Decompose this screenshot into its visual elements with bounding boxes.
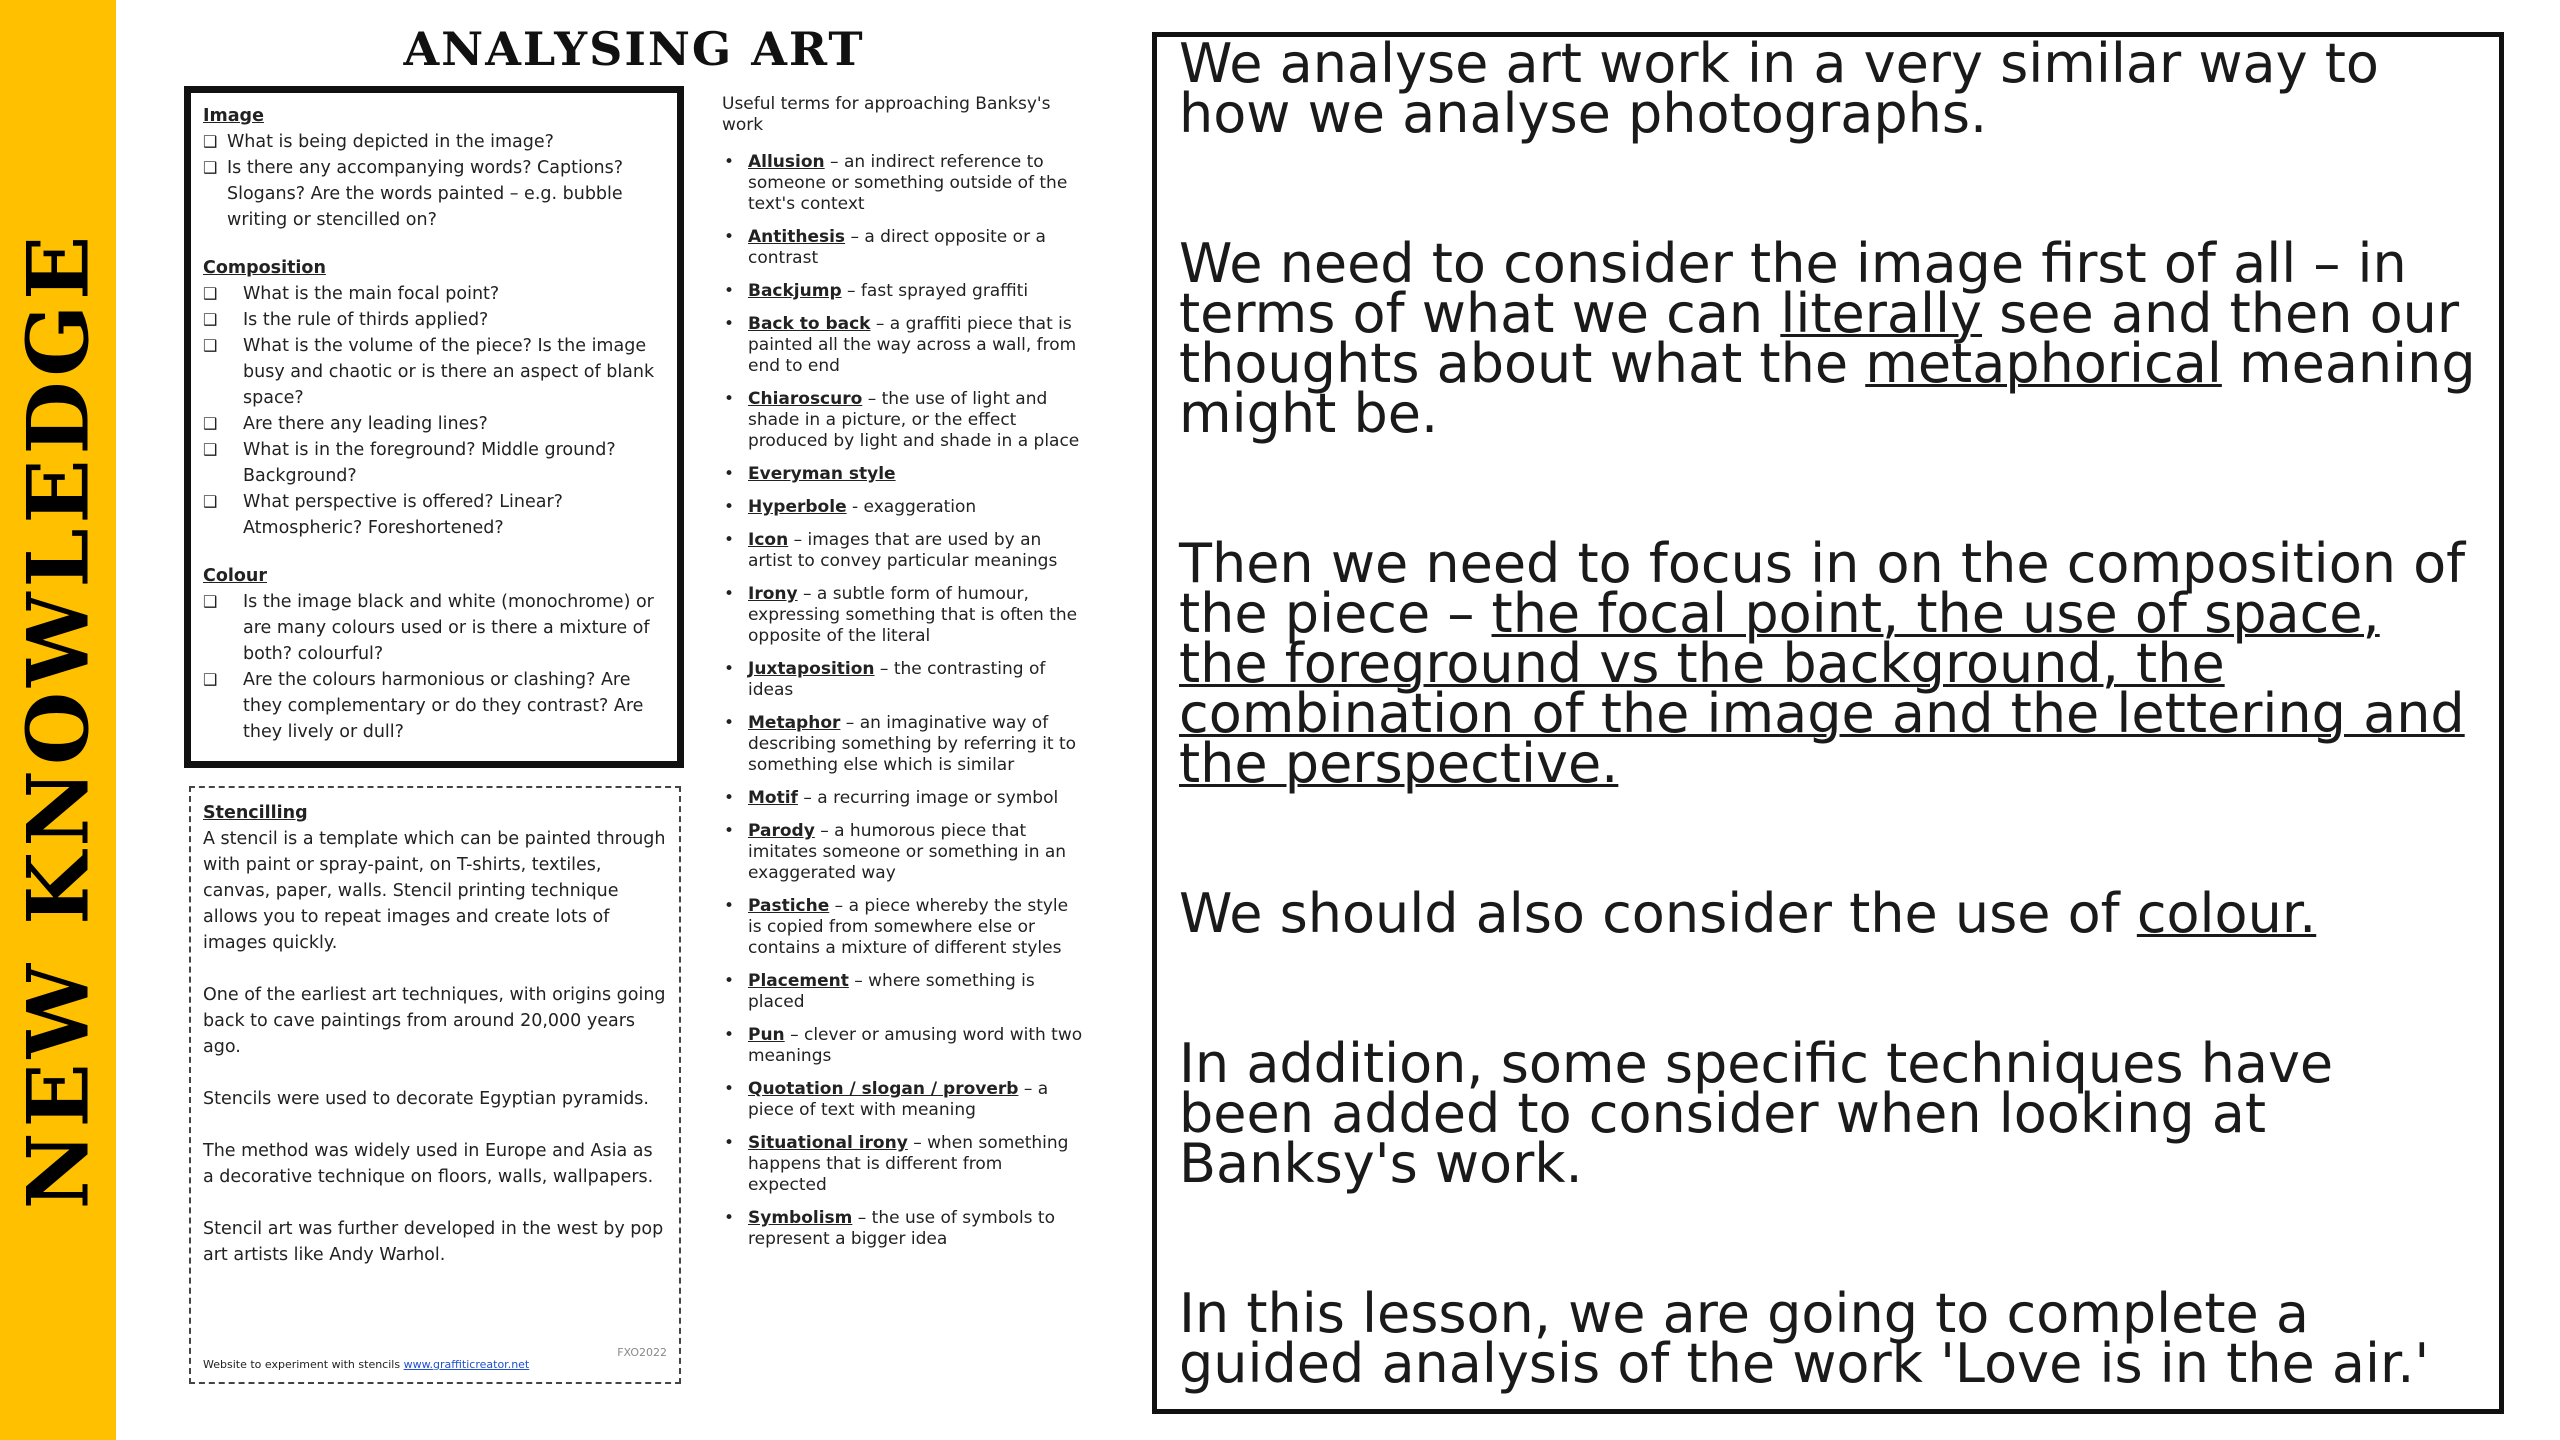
term-item (722, 530, 1084, 572)
sheet-code: FXO2022 (617, 1346, 667, 1359)
checklist-text: What is the main focal point? (243, 284, 500, 304)
p3-text: Then we need to focus in on the composition of the piece – (1179, 532, 2466, 645)
term-item (722, 497, 1084, 518)
term-name: Pun (748, 1025, 785, 1045)
p2-text: meaning might be. (1179, 332, 2476, 445)
term-definition: – when something happens that is different from expected (748, 1133, 1069, 1195)
panel-paragraph-1: We analyse art work in a very similar way to how we analyse photographs. (1179, 32, 2379, 145)
terms-intro: Useful terms for approaching Banksy's work (722, 94, 1051, 135)
term-item (722, 971, 1084, 1013)
sheet-title: ANALYSING ART (403, 22, 865, 76)
term-item (722, 314, 1084, 377)
term-name: Situational irony (748, 1133, 908, 1153)
composition-heading: Composition (203, 258, 326, 278)
term-name: Placement (748, 971, 849, 991)
stencilling-paragraph: A stencil is a template which can be painted through with paint or spray-paint, on T-shirts, textiles, canvas, paper, walls. Stencil printing technique allows you to repeat images and create lots of images quickly. (203, 829, 666, 953)
colour-section (203, 563, 665, 745)
term-name: Chiaroscuro (748, 389, 863, 409)
term-definition: – a piece whereby the style is copied from somewhere else or contains a mixture of different styles (748, 896, 1069, 958)
term-definition: – an imaginative way of describing something by referring it to something else which is similar (748, 713, 1077, 775)
term-name: Pastiche (748, 896, 830, 916)
term-item (722, 788, 1084, 809)
stencilling-paragraph: Stencil art was further developed in the west by pop art artists like Andy Warhol. (203, 1219, 664, 1265)
term-definition: – an indirect reference to someone or something outside of the text's context (748, 152, 1068, 214)
term-item (722, 389, 1084, 452)
term-definition: – a direct opposite or a contrast (748, 227, 1046, 268)
term-name: Motif (748, 788, 798, 808)
term-definition: – the use of symbols to represent a bigger idea (748, 1208, 1055, 1249)
checklist-text: Is there any accompanying words? Captions? Slogans? Are the words painted – e.g. bubble writing or stencilled on? (227, 158, 624, 230)
panel-paragraph-6: In this lesson, we are going to complete a guided analysis of the work 'Love is in the air.' (1179, 1282, 2430, 1395)
term-definition: - exaggeration (846, 497, 977, 517)
checklist-text: Is the image black and white (monochrome) or are many colours used or is there a mixture of both? colourful? (243, 592, 654, 664)
term-item (722, 584, 1084, 647)
term-definition: – images that are used by an artist to convey particular meanings (748, 530, 1058, 571)
checkbox-icon: ❑ (203, 592, 218, 611)
checkbox-icon: ❑ (203, 284, 218, 303)
p2-text: We need to consider the image first of all – in terms of what we can (1179, 232, 2407, 345)
term-name: Everyman style (748, 464, 896, 484)
panel-paragraph-4 (1179, 882, 2477, 945)
stencilling-paragraph: Stencils were used to decorate Egyptian pyramids. (203, 1089, 649, 1109)
panel-paragraph-2 (1179, 232, 2477, 445)
panel-paragraph-3 (1179, 532, 2477, 795)
checklist-item (203, 281, 665, 307)
term-item (722, 464, 1084, 485)
stencilling-heading: Stencilling (203, 803, 308, 823)
checklist-item (203, 437, 665, 489)
term-definition: – a piece of text with meaning (748, 1079, 1049, 1120)
term-definition: – the contrasting of ideas (748, 659, 1046, 700)
checkbox-icon: ❑ (203, 670, 218, 689)
checklist-text: Are the colours harmonious or clashing? Are they complementary or do they contrast? Are they lively or dull? (243, 670, 644, 742)
sidebar-title: NEW KNOWLEDGE (8, 230, 108, 1210)
term-item (722, 896, 1084, 959)
checklist-item (203, 129, 665, 155)
checklist-text: What is the volume of the piece? Is the image busy and chaotic or is there an aspect of blank space? (243, 336, 655, 408)
term-name: Hyperbole (748, 497, 847, 517)
term-item (722, 1079, 1084, 1121)
term-item (722, 227, 1084, 269)
term-name: Quotation / slogan / proverb (748, 1079, 1019, 1099)
explanation-panel (1152, 32, 2504, 1414)
term-item (722, 1025, 1084, 1067)
term-item (722, 152, 1084, 215)
checkbox-icon: ❑ (203, 310, 218, 329)
image-heading: Image (203, 106, 264, 126)
term-name: Allusion (748, 152, 825, 172)
term-name: Juxtaposition (748, 659, 875, 679)
checkbox-icon: ❑ (203, 336, 218, 355)
checklist-item (203, 667, 665, 745)
p4-text: We should also consider the use of (1179, 882, 2137, 945)
term-definition: – the use of light and shade in a picture, or the effect produced by light and shade in a place (748, 389, 1080, 451)
checkbox-icon: ❑ (203, 414, 218, 433)
stencilling-footer (203, 1346, 667, 1372)
checklist-item (203, 411, 665, 437)
term-definition: – a recurring image or symbol (797, 788, 1059, 808)
image-section (203, 103, 665, 233)
checklist-item (203, 155, 665, 233)
colour-heading: Colour (203, 566, 267, 586)
footer-link[interactable]: www.graffiticreator.net (403, 1358, 530, 1371)
p3-underlined: the focal point, the use of space, the foreground vs the background, the combination of the image and the lettering and the perspective. (1179, 582, 2465, 795)
term-name: Symbolism (748, 1208, 853, 1228)
checkbox-icon: ❑ (203, 158, 218, 177)
checklist-item (203, 333, 665, 411)
term-definition: – a subtle form of humour, expressing something that is often the opposite of the literal (748, 584, 1078, 646)
term-item (722, 1208, 1084, 1250)
term-name: Parody (748, 821, 815, 841)
term-item (722, 659, 1084, 701)
terms-column (722, 94, 1084, 1262)
checklist-text: What perspective is offered? Linear? Atmospheric? Foreshortened? (243, 492, 563, 538)
panel-paragraph-5: In addition, some specific techniques have been added to consider when looking at Banksy's work. (1179, 1032, 2334, 1195)
checklist-text: What is in the foreground? Middle ground? Background? (243, 440, 616, 486)
terms-list (722, 152, 1084, 1250)
questions-box (184, 86, 684, 768)
term-name: Irony (748, 584, 798, 604)
checklist-text: What is being depicted in the image? (227, 132, 554, 152)
checklist-text: Are there any leading lines? (243, 414, 488, 434)
term-definition: – clever or amusing word with two meanings (748, 1025, 1083, 1066)
term-definition: – a humorous piece that imitates someone or something in an exaggerated way (748, 821, 1067, 883)
term-item (722, 1133, 1084, 1196)
checkbox-icon: ❑ (203, 492, 218, 511)
p4-underlined: colour. (2136, 882, 2317, 945)
stencilling-paragraph: The method was widely used in Europe and Asia as a decorative technique on floors, walls, wallpapers. (203, 1141, 654, 1187)
checkbox-icon: ❑ (203, 132, 218, 151)
term-definition: – fast sprayed graffiti (841, 281, 1029, 301)
checklist-text: Is the rule of thirds applied? (243, 310, 489, 330)
p2-underlined: literally (1780, 282, 1982, 345)
term-name: Icon (748, 530, 789, 550)
checkbox-icon: ❑ (203, 440, 218, 459)
sidebar-banner (0, 0, 116, 1440)
term-item (722, 281, 1084, 302)
checklist-item (203, 589, 665, 667)
p2-underlined: metaphorical (1865, 332, 2222, 395)
p2-text: see and then our thoughts about what the (1179, 282, 2460, 395)
footer-label: Website to experiment with stencils (203, 1358, 401, 1371)
term-name: Back to back (748, 314, 871, 334)
term-definition: – a graffiti piece that is painted all the way across a wall, from end to end (748, 314, 1077, 376)
term-definition: – where something is placed (748, 971, 1035, 1012)
term-item (722, 713, 1084, 776)
term-name: Antithesis (748, 227, 846, 247)
checklist-item (203, 307, 665, 333)
term-name: Backjump (748, 281, 842, 301)
term-item (722, 821, 1084, 884)
term-name: Metaphor (748, 713, 841, 733)
composition-section (203, 255, 665, 541)
stencilling-paragraph: One of the earliest art techniques, with origins going back to cave paintings from around 20,000 years ago. (203, 985, 666, 1057)
stencilling-box (189, 786, 681, 1384)
checklist-item (203, 489, 665, 541)
